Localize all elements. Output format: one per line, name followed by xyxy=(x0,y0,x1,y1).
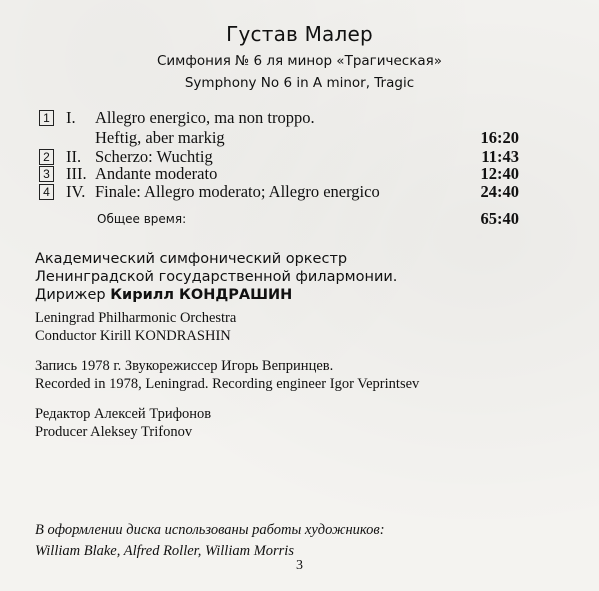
total-time-label: Общее время: xyxy=(97,212,187,226)
conductor-prefix-ru: Дирижер xyxy=(35,287,111,303)
movement-title: Scherzo: Wuchtig xyxy=(95,147,213,166)
track-duration: 11:43 xyxy=(481,147,519,166)
orchestra-affiliation-ru: Ленинградской государственной филармонии. xyxy=(35,269,398,285)
movement-numeral: II. xyxy=(66,147,82,166)
movement-numeral: IV. xyxy=(66,182,86,201)
track-number-box: 4 xyxy=(39,184,54,200)
total-time-value: 65:40 xyxy=(480,209,519,228)
conductor-en: Conductor Kirill KONDRASHIN xyxy=(35,328,231,344)
conductor-ru xyxy=(35,286,397,304)
track-duration: 24:40 xyxy=(480,182,519,201)
artwork-credits xyxy=(35,520,385,562)
conductor-name-ru: Кирилл КОНДРАШИН xyxy=(110,287,293,303)
movement-title: Allegro energico, ma non troppo. xyxy=(95,108,315,127)
artwork-credits-artists: William Blake, Alfred Roller, William Morris xyxy=(35,543,294,559)
orchestra-name-ru: Академический симфонический оркестр xyxy=(35,251,348,267)
track-number-box: 2 xyxy=(39,149,54,165)
artwork-credits-heading: В оформлении диска использованы работы художников: xyxy=(35,522,385,538)
movement-numeral: III. xyxy=(66,164,87,183)
track-list-item xyxy=(39,108,519,148)
recording-block xyxy=(35,357,419,393)
track-list-item xyxy=(39,182,519,202)
track-number-box: 1 xyxy=(39,110,54,126)
track-duration: 12:40 xyxy=(480,164,519,183)
movement-subtitle: Heftig, aber markig xyxy=(95,128,225,147)
composer-title: Густав Малер xyxy=(226,22,373,46)
orchestra-ru-block xyxy=(35,250,397,304)
editor-ru: Редактор Алексей Трифонов xyxy=(35,406,212,422)
movement-numeral: I. xyxy=(66,108,76,127)
track-duration: 16:20 xyxy=(480,128,519,147)
movement-title: Andante moderato xyxy=(95,164,218,183)
producer-en: Producer Aleksey Trifonov xyxy=(35,424,193,440)
producer-block xyxy=(35,405,211,441)
orchestra-name-en: Leningrad Philharmonic Orchestra xyxy=(35,310,237,326)
recording-info-en: Recorded in 1978, Leningrad. Recording engineer Igor Veprintsev xyxy=(35,376,420,392)
orchestra-en-block xyxy=(35,309,236,345)
symphony-title-ru: Симфония № 6 ля минор «Трагическая» xyxy=(156,53,443,69)
symphony-title-en: Symphony No 6 in A minor, Tragic xyxy=(184,75,415,91)
page-number: 3 xyxy=(296,558,303,573)
track-list-item xyxy=(39,164,519,184)
movement-title: Finale: Allegro moderato; Allegro energico xyxy=(95,182,380,201)
track-number-box: 3 xyxy=(39,166,54,182)
recording-info-ru: Запись 1978 г. Звукорежиссер Игорь Вепринцев. xyxy=(35,358,334,374)
